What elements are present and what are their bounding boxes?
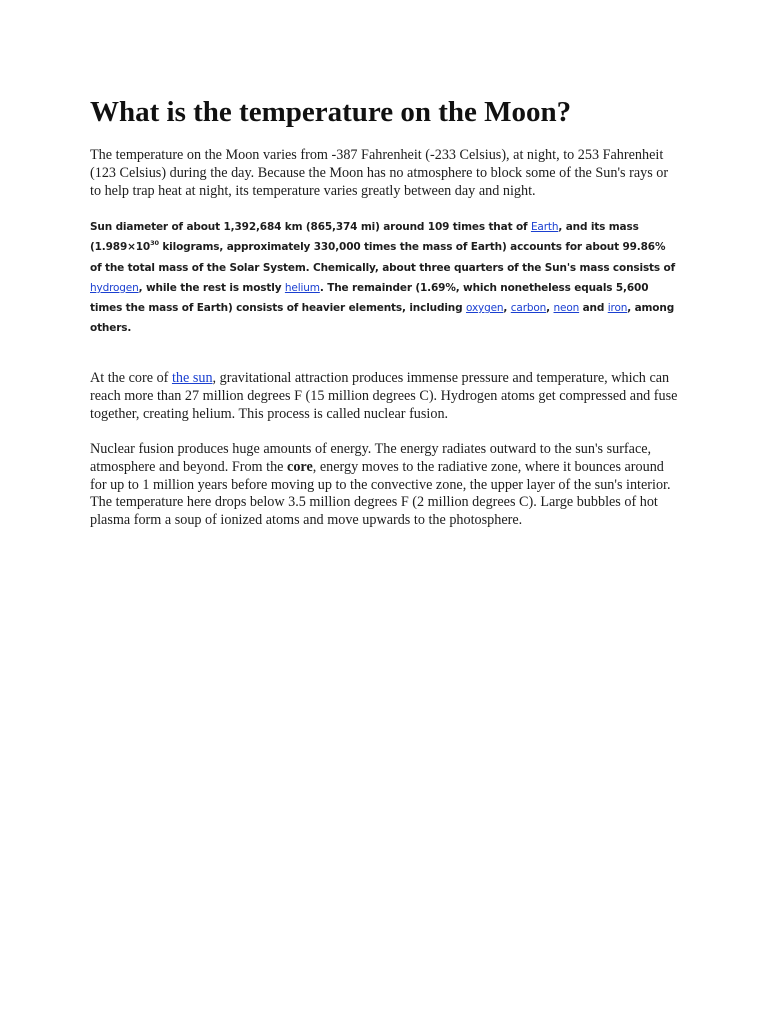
carbon-link[interactable]: carbon (510, 302, 547, 315)
text-run: , among others. (90, 302, 675, 335)
oxygen-link[interactable]: oxygen (466, 302, 504, 315)
mass-exponent: 30 (150, 238, 159, 247)
page-title: What is the temperature on the Moon? (90, 96, 572, 128)
text-run: Nuclear fusion produces huge amounts of energy. The energy radiates outward to the sun's surface, atmosphere and beyond. From the (90, 441, 652, 475)
separator: and (579, 302, 608, 315)
text-run: Sun diameter of about 1,392,684 km (865,374 mi) around 109 times that of (90, 221, 531, 233)
text-run: kilograms, approximately 330,000 times the mass of Earth) accounts for about 99.86% of the total mass of the Solar System. Chemically, about three quarters of the Sun's mass consists of (90, 241, 675, 274)
helium-link[interactable]: helium (284, 281, 320, 294)
the-sun-link[interactable]: the sun (171, 370, 213, 386)
text-run: , and its mass (1.989×10 (90, 221, 639, 254)
text-run: . The remainder (1.69%, which nonetheless equals 5,600 times the mass of Earth) consists of heavier elements, including (90, 281, 649, 315)
core-bold-term: core (287, 458, 313, 475)
core-paragraph (90, 370, 680, 423)
text-run: , while the rest is mostly (138, 281, 285, 294)
text-run: , energy moves to the radiative zone, where it bounces around for up to 1 million years before moving up to the convective zone, the upper layer of the sun's interior. The temperature here drops below 3.5 million degrees F (2 million degrees C). Large bubbles of hot plasma form a soup of ionized atoms and move upwards to the photosphere. (90, 458, 671, 529)
earth-link[interactable]: Earth (530, 221, 559, 233)
neon-link[interactable]: neon (553, 302, 580, 315)
iron-link[interactable]: iron (607, 302, 628, 315)
nuclear-fusion-paragraph (90, 441, 680, 530)
sun-facts-paragraph (90, 217, 680, 339)
intro-paragraph: The temperature on the Moon varies from -387 Fahrenheit (-233 Celsius), at night, to 253 Fahrenheit (123 Celsius) during the day. Because the Moon has no atmosphere to block some of the Sun's rays or to help trap heat at night, its temperature varies greatly between day and night. (90, 147, 669, 199)
text-run: At the core of (90, 370, 172, 386)
separator: , (546, 302, 554, 315)
text-run: , gravitational attraction produces immense pressure and temperature, which can reach more than 27 million degrees F (15 million degrees C). Hydrogen atoms get compressed and fuse together, creating helium. This process is called nuclear fusion. (90, 370, 678, 422)
separator: , (503, 302, 511, 315)
hydrogen-link[interactable]: hydrogen (90, 281, 139, 294)
